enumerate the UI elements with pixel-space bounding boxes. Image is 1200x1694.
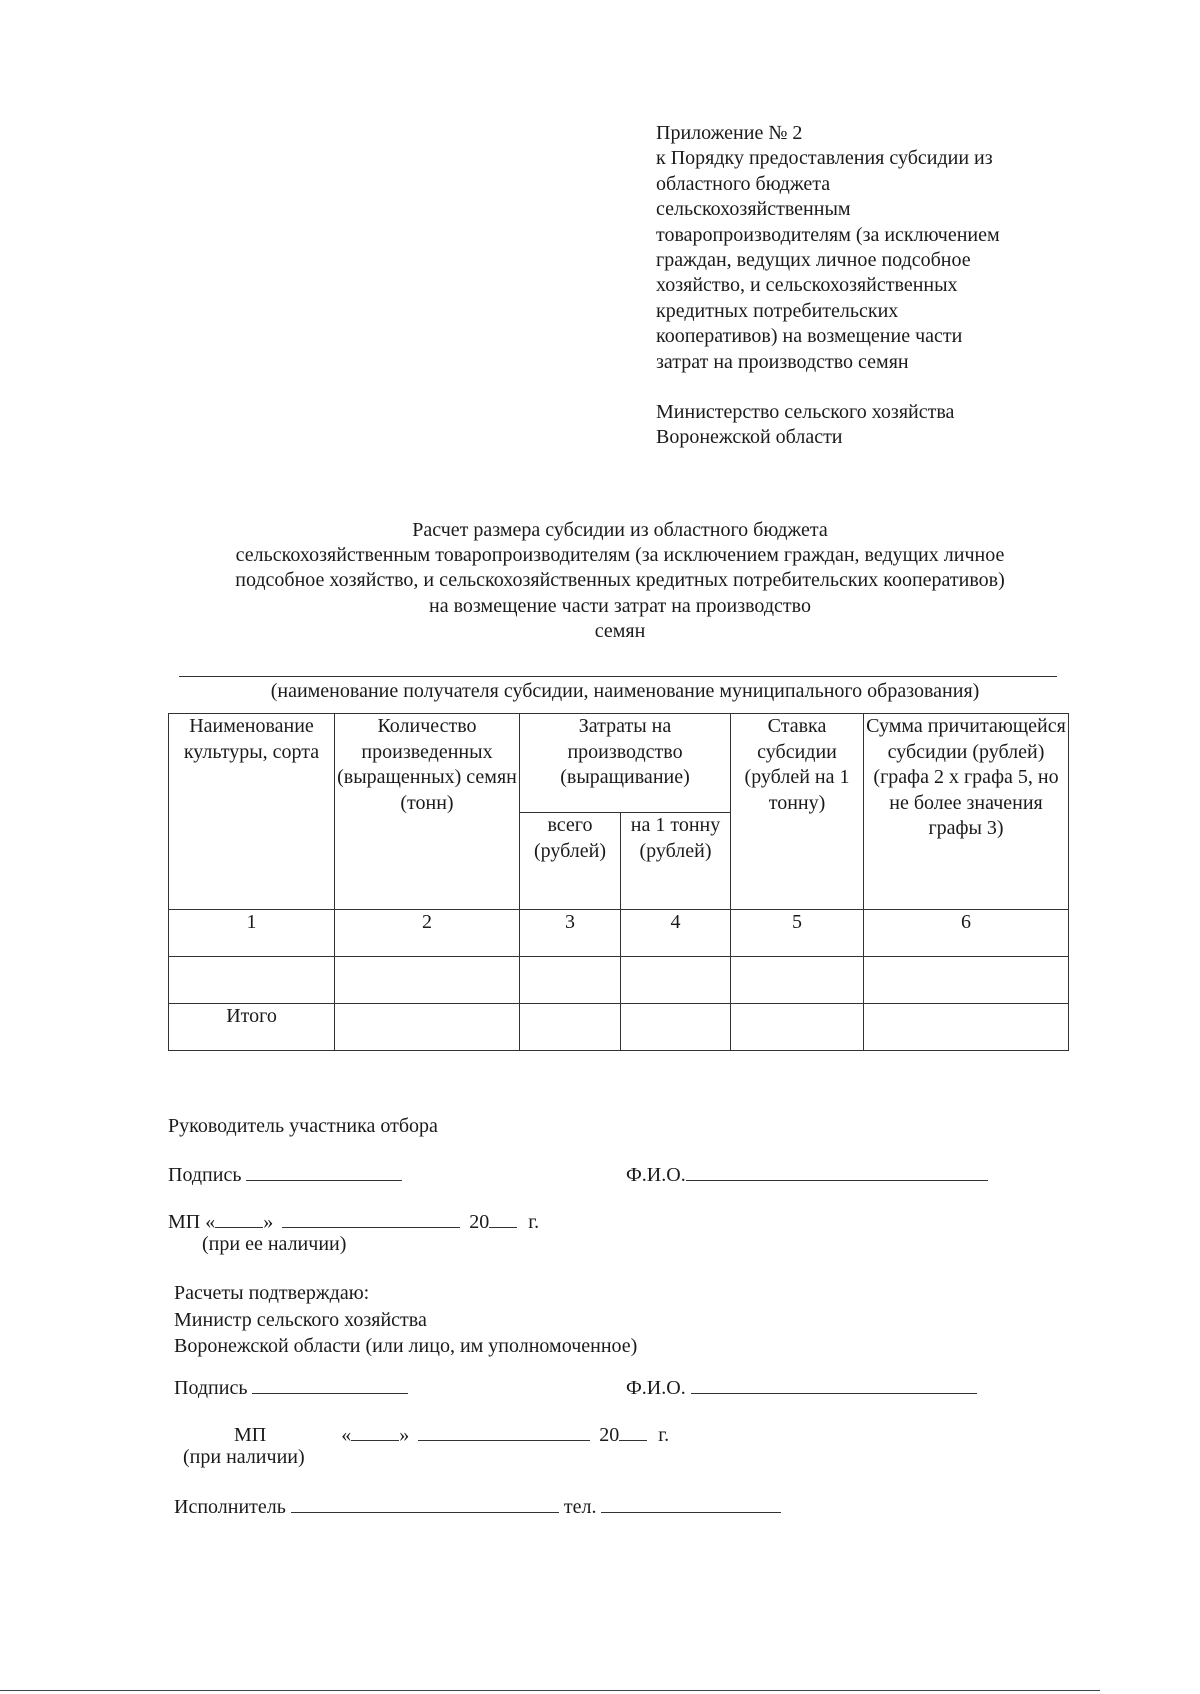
appendix-line: Приложение № 2 <box>656 122 803 144</box>
minister-signature-row <box>174 1373 408 1400</box>
year-suffix: г. <box>528 1211 540 1233</box>
column-number: 1 <box>169 910 335 957</box>
header-crop-variety: Наименование культуры, сорта <box>169 714 335 910</box>
appendix-header <box>656 121 1076 375</box>
minister-fio-field[interactable] <box>691 1373 977 1394</box>
quote-open: « <box>341 1424 352 1446</box>
head-signature-row <box>168 1160 402 1187</box>
table-cell[interactable] <box>731 1004 864 1051</box>
appendix-line: к Порядку предоставления субсидии из <box>656 147 993 170</box>
header-production-costs: Затраты на производство (выращивание) <box>520 714 731 813</box>
phone-field[interactable] <box>601 1492 781 1513</box>
day-field[interactable] <box>351 1420 399 1441</box>
column-number: 2 <box>335 910 520 957</box>
appendix-line: товаропроизводителям (за исключением <box>656 223 1000 246</box>
header-subsidy-amount: Сумма причитающейся субсидии (рублей) (графа 2 x графа 5, но не более значения графы 3) <box>864 714 1069 910</box>
year-prefix: 20 <box>599 1424 620 1446</box>
executor-label: Исполнитель <box>174 1496 286 1518</box>
appendix-line: кооперативов) на возмещение части <box>656 325 963 348</box>
head-date-row <box>168 1207 539 1234</box>
quote-close: » <box>399 1424 410 1446</box>
page-bottom-rule <box>0 1690 1100 1691</box>
table-cell[interactable] <box>520 1004 621 1051</box>
subsidy-calculation-table <box>168 713 1069 1051</box>
recipient-caption: (наименование получателя субсидии, наименование муниципального образования) <box>270 680 980 702</box>
appendix-line: граждан, ведущих личное подсобное <box>656 249 971 272</box>
head-signature-field[interactable] <box>246 1160 402 1181</box>
ministry-line-1: Министерство сельского хозяйства <box>656 401 955 423</box>
header-costs-per-ton: на 1 тонну (рублей) <box>621 813 731 910</box>
head-fio-field[interactable] <box>686 1160 988 1181</box>
mp-note: (при наличии) <box>183 1446 305 1468</box>
minister-fio-row <box>626 1373 977 1400</box>
table-cell[interactable] <box>520 957 621 1004</box>
signature-label: Подпись <box>174 1377 248 1399</box>
document-title <box>150 518 1090 644</box>
column-number: 4 <box>621 910 731 957</box>
appendix-line: сельскохозяйственным <box>656 198 851 221</box>
column-number-row <box>169 910 1069 957</box>
year-suffix: г. <box>658 1424 670 1446</box>
head-fio-row <box>626 1160 988 1187</box>
minister-date-row <box>234 1420 669 1447</box>
mp-label-2: МП <box>234 1424 267 1446</box>
table-cell[interactable] <box>335 1004 520 1051</box>
table-cell[interactable] <box>621 957 731 1004</box>
table-cell[interactable] <box>621 1004 731 1051</box>
signature-label: Подпись <box>168 1164 242 1186</box>
column-number: 3 <box>520 910 621 957</box>
table-header-row <box>169 714 1069 813</box>
title-line: семян <box>594 619 646 642</box>
title-line: подсобное хозяйство, и сельскохозяйственных кредитных потребительских кооперативов) <box>235 569 1005 592</box>
quote-close: » <box>263 1211 274 1233</box>
year-field[interactable] <box>489 1207 517 1228</box>
mp-note-her: (при ее наличии) <box>202 1233 347 1255</box>
mp-label: МП « <box>168 1211 216 1233</box>
column-number: 6 <box>864 910 1069 957</box>
table-cell[interactable] <box>864 957 1069 1004</box>
header-subsidy-rate: Ставка субсидии (рублей на 1 тонну) <box>731 714 864 910</box>
table-cell[interactable] <box>731 957 864 1004</box>
minister-signature-field[interactable] <box>252 1373 408 1394</box>
total-label: Итого <box>169 1004 335 1051</box>
total-row <box>169 1004 1069 1051</box>
confirm-line: Расчеты подтверждаю: <box>174 1282 370 1304</box>
confirm-line: Министр сельского хозяйства <box>174 1308 427 1331</box>
appendix-line: хозяйство, и сельскохозяйственных <box>656 274 958 297</box>
month-field[interactable] <box>282 1207 460 1228</box>
title-line: сельскохозяйственным товаропроизводителям (за исключением граждан, ведущих личное <box>235 544 1005 567</box>
column-number: 5 <box>731 910 864 957</box>
appendix-line: затрат на производство семян <box>656 350 909 373</box>
title-line: на возмещение части затрат на производство <box>429 594 811 617</box>
fio-label: Ф.И.О. <box>626 1377 686 1399</box>
header-seed-quantity: Количество произведенных (выращенных) семян (тонн) <box>335 714 520 910</box>
phone-label: тел. <box>563 1496 597 1518</box>
month-field[interactable] <box>418 1420 590 1441</box>
header-costs-total: всего (рублей) <box>520 813 621 910</box>
table-cell[interactable] <box>335 957 520 1004</box>
confirm-line: Воронежской области (или лицо, им уполномоченное) <box>174 1335 638 1357</box>
appendix-line: областного бюджета <box>656 172 831 195</box>
year-prefix: 20 <box>469 1211 490 1233</box>
head-title: Руководитель участника отбора <box>168 1115 438 1137</box>
executor-field[interactable] <box>291 1492 559 1513</box>
confirmation-block <box>174 1280 637 1360</box>
day-field[interactable] <box>215 1207 263 1228</box>
recipient-name-line[interactable] <box>179 676 1057 677</box>
table-row <box>169 957 1069 1004</box>
table-cell[interactable] <box>169 957 335 1004</box>
year-field[interactable] <box>619 1420 647 1441</box>
ministry-addressee <box>656 400 954 451</box>
appendix-line: кредитных потребительских <box>656 299 899 322</box>
fio-label: Ф.И.О. <box>626 1164 686 1186</box>
title-line: Расчет размера субсидии из областного бюджета <box>412 519 828 541</box>
ministry-line-2: Воронежской области <box>656 426 843 449</box>
executor-row <box>174 1492 781 1519</box>
table-cell[interactable] <box>864 1004 1069 1051</box>
